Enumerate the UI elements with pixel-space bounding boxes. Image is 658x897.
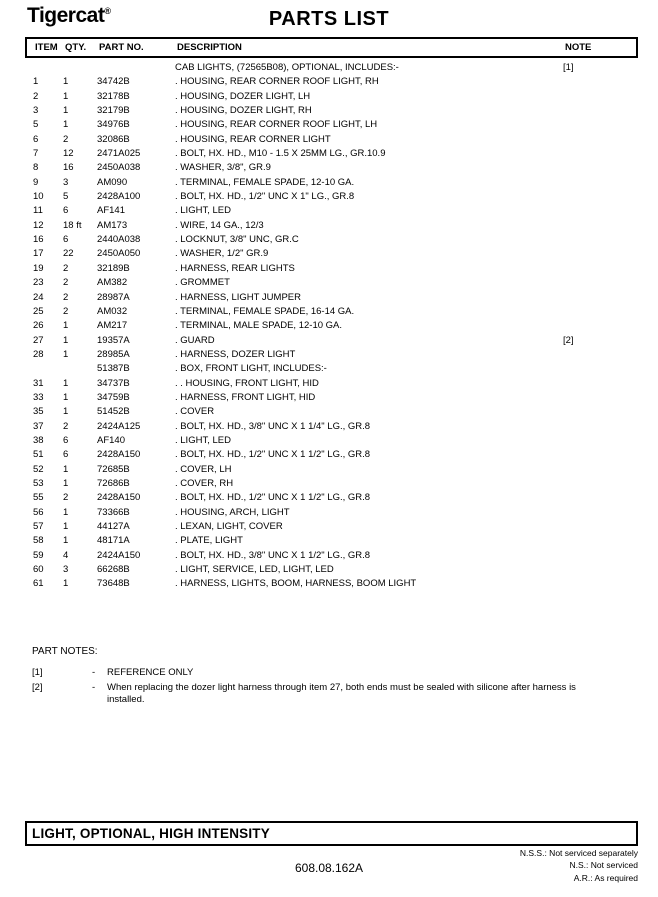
cell-note [563,362,638,376]
cell-item: 27 [33,334,44,346]
page-title: PARTS LIST [268,8,390,30]
cell-description: . HARNESS, FRONT LIGHT, HID [175,391,316,403]
section-title-box [25,821,638,846]
cell-part-no: 2424A150 [97,549,141,561]
cell-qty: 1 [63,76,69,88]
cell-qty: 2 [63,291,69,303]
note-reference: [2] [32,682,43,693]
cell-item: 57 [33,521,44,532]
cell-item: 3 [33,105,39,117]
note-text: When replacing the dozer light harness through item 27, both ends must be sealed with silicone after harness is installed. [107,682,576,705]
column-header-note: NOTE [565,42,592,53]
cell-description: . HARNESS, LIGHTS, BOOM, HARNESS, BOOM LIGHT [175,578,417,590]
cell-item: 11 [33,205,43,217]
cell-item: 28 [33,348,44,360]
table-row [25,291,638,305]
table-row [25,334,638,348]
cell-note [563,305,638,319]
cell-qty: 2 [63,420,69,432]
table-row [25,434,638,448]
cell-qty: 1 [63,377,69,389]
cell-note [563,161,638,175]
registered-trademark-icon: ® [104,6,111,16]
cell-item: 52 [33,463,44,475]
table-row [25,534,638,548]
table-header [25,37,638,58]
table-row [25,90,638,104]
cell-note: [1] [563,62,574,73]
cell-note [563,233,638,247]
table-row [25,204,638,218]
cell-qty: 1 [63,348,69,360]
cell-description: . BOLT, HX. HD., 1/2" UNC X 1" LG., GR.8 [175,191,355,203]
cell-description: . HOUSING, REAR CORNER LIGHT [175,133,331,145]
cell-description: . HOUSING, ARCH, LIGHT [175,506,290,518]
cell-item: 61 [33,578,44,590]
cell-item: 9 [33,176,39,188]
cell-description: . BOLT, HX. HD., M10 - 1.5 X 25MM LG., GR.10.9 [175,148,386,160]
cell-part-no: AM217 [97,320,128,332]
table-row [25,348,638,362]
table-row [25,118,638,132]
cell-item: 16 [33,234,44,246]
cell-description: . COVER [175,406,215,418]
cell-part-no: 51387B [97,363,130,375]
cell-note [563,491,638,505]
cell-qty: 1 [63,506,69,518]
column-header-description: DESCRIPTION [177,42,242,53]
cell-description: . HOUSING, DOZER LIGHT, LH [175,90,311,102]
cell-part-no: AM090 [97,176,128,188]
cell-part-no: 32179B [97,105,130,117]
cell-note [563,391,638,405]
table-row [25,262,638,276]
cell-item: 2 [33,90,39,102]
cell-note [563,377,638,391]
cell-item: 31 [33,377,44,389]
note-dash: - [92,667,96,678]
cell-description: . HARNESS, LIGHT JUMPER [175,291,301,303]
cell-part-no: 2428A150 [97,492,141,504]
cell-description: . LEXAN, LIGHT, COVER [175,521,283,532]
cell-description: . TERMINAL, FEMALE SPADE, 16-14 GA. [175,305,355,317]
legend-line: N.S.: Not serviced [569,860,638,871]
cell-item [33,61,63,75]
cell-note [563,520,638,534]
cell-description: . COVER, RH [175,477,234,489]
cell-part-no: 2471A025 [97,148,141,160]
table-row [25,161,638,175]
cell-part-no: 2440A038 [97,234,141,246]
cell-description: CAB LIGHTS, (72565B08), OPTIONAL, INCLUDES:- [175,62,399,73]
cell-note [563,534,638,548]
cell-description: . LIGHT, LED [175,434,231,446]
column-header-item: ITEM [35,42,58,53]
cell-description: . BOLT, HX. HD., 1/2" UNC X 1 1/2" LG., GR.8 [175,492,371,504]
cell-note [563,147,638,161]
cell-note [563,506,638,520]
cell-part-no: 34976B [97,119,130,131]
column-header-part-no: PART NO. [99,42,144,53]
cell-qty: 4 [63,549,69,561]
cell-qty: 5 [63,191,69,203]
part-notes-list [32,667,612,709]
cell-note [563,247,638,261]
cell-part-no: 34759B [97,391,130,403]
cell-qty: 1 [63,535,69,547]
cell-qty: 1 [63,406,69,418]
table-row [25,104,638,118]
table-row [25,563,638,577]
cell-qty [63,61,97,75]
cell-description: . LIGHT, SERVICE, LED, LIGHT, LED [175,564,334,576]
note-reference: [1] [32,667,43,678]
cell-part-no: AM032 [97,305,128,317]
cell-part-no: 2450A050 [97,248,141,260]
part-note [32,667,612,679]
cell-note [563,190,638,204]
cell-description: . WASHER, 1/2" GR.9 [175,248,269,260]
cell-note [563,291,638,305]
cell-part-no: 2450A038 [97,162,141,174]
cell-description: . LIGHT, LED [175,205,231,217]
cell-item: 5 [33,119,39,131]
section-title: LIGHT, OPTIONAL, HIGH INTENSITY [32,826,270,841]
cell-note [563,75,638,89]
cell-note [563,577,638,591]
cell-qty: 1 [63,334,69,346]
cell-part-no: 72686B [97,477,130,489]
table-row [25,520,638,534]
cell-note [563,133,638,147]
cell-qty: 1 [63,320,69,332]
table-row [25,377,638,391]
cell-description: . HOUSING, DOZER LIGHT, RH [175,105,312,117]
cell-description: . HOUSING, REAR CORNER ROOF LIGHT, LH [175,119,378,131]
note-text: REFERENCE ONLY [107,667,194,678]
cell-qty: 1 [63,105,69,117]
cell-description: . TERMINAL, MALE SPADE, 12-10 GA. [175,320,343,332]
cell-qty: 1 [63,391,69,403]
cell-note [563,434,638,448]
cell-description: . GUARD [175,334,215,346]
cell-note [563,276,638,290]
cell-description: . . HOUSING, FRONT LIGHT, HID [175,377,319,389]
cell-description: . BOLT, HX. HD., 3/8" UNC X 1 1/2" LG., GR.8 [175,549,371,561]
part-note [32,682,612,705]
cell-note [563,104,638,118]
cell-part-no: 73366B [97,506,130,518]
table-row [25,448,638,462]
cell-qty: 6 [63,205,69,217]
cell-qty: 1 [63,463,69,475]
table-row [25,176,638,190]
cell-part-no: AF141 [97,205,125,217]
cell-note [563,118,638,132]
cell-item: 12 [33,219,44,231]
cell-item: 58 [33,535,44,547]
cell-qty: 1 [63,578,69,590]
cell-note: [2] [563,334,574,346]
cell-item: 23 [33,277,44,289]
cell-part-no: 44127A [97,521,130,532]
table-row [25,506,638,520]
cell-item: 6 [33,133,39,145]
cell-qty: 2 [63,133,69,145]
cell-item: 17 [33,248,44,260]
cell-note [563,448,638,462]
cell-qty [63,362,97,376]
cell-note [563,219,638,233]
cell-part-no: AM173 [97,219,128,231]
cell-qty: 3 [63,564,69,576]
table-row [25,61,638,75]
cell-description: . COVER, LH [175,463,232,475]
cell-qty: 12 [63,148,74,160]
table-row [25,319,638,333]
cell-item: 56 [33,506,44,518]
cell-description: . PLATE, LIGHT [175,535,243,547]
table-row [25,477,638,491]
cell-item: 33 [33,391,44,403]
legend-line: A.R.: As required [573,872,638,883]
table-row [25,362,638,376]
table-row [25,463,638,477]
legend-line: N.S.S.: Not serviced separately [519,848,638,858]
parts-table-body [25,61,638,592]
cell-qty: 22 [63,248,74,260]
cell-note [563,405,638,419]
cell-qty: 1 [63,477,69,489]
cell-part-no: 2428A150 [97,449,141,461]
cell-qty: 2 [63,305,69,317]
table-row [25,276,638,290]
cell-qty: 18 ft [63,219,82,231]
cell-part-no: 32178B [97,90,130,102]
cell-qty: 16 [63,162,74,174]
cell-item [33,362,63,376]
cell-part-no: 2424A125 [97,420,141,432]
cell-part-no: 28987A [97,291,130,303]
cell-note [563,90,638,104]
cell-item: 60 [33,564,44,576]
cell-item: 8 [33,162,39,174]
cell-qty: 1 [63,90,69,102]
table-row [25,391,638,405]
cell-item: 19 [33,262,44,274]
cell-part-no [97,61,175,75]
cell-description: . LOCKNUT, 3/8" UNC, GR.C [175,234,299,246]
cell-item: 26 [33,320,44,332]
table-row [25,190,638,204]
cell-part-no: 34737B [97,377,130,389]
cell-item: 51 [33,449,44,461]
cell-description: . HARNESS, REAR LIGHTS [175,262,295,274]
cell-part-no: 48171A [97,535,130,547]
cell-description: . BOLT, HX. HD., 1/2" UNC X 1 1/2" LG., GR.8 [175,449,371,461]
cell-description: . GROMMET [175,277,230,289]
table-row [25,219,638,233]
logo-text: Tigercat [27,4,105,27]
cell-qty: 2 [63,262,69,274]
cell-qty: 6 [63,234,69,246]
cell-qty: 3 [63,176,69,188]
cell-description: . TERMINAL, FEMALE SPADE, 12-10 GA. [175,176,355,188]
cell-note [563,262,638,276]
table-row [25,233,638,247]
cell-part-no: AM382 [97,277,128,289]
cell-description: . WASHER, 3/8", GR.9 [175,162,271,174]
cell-item: 7 [33,148,39,160]
table-row [25,247,638,261]
cell-item: 10 [33,191,44,203]
cell-note [563,319,638,333]
cell-part-no: 73648B [97,578,130,590]
table-row [25,305,638,319]
table-row [25,75,638,89]
cell-item: 59 [33,549,44,561]
table-row [25,405,638,419]
table-row [25,147,638,161]
cell-item: 55 [33,492,44,504]
cell-part-no: AF140 [97,434,125,446]
cell-item: 35 [33,406,44,418]
cell-qty: 6 [63,434,69,446]
cell-qty: 1 [63,521,69,532]
cell-part-no: 66268B [97,564,130,576]
cell-part-no: 32189B [97,262,130,274]
table-row [25,420,638,434]
cell-item: 53 [33,477,44,489]
cell-part-no: 2428A100 [97,191,141,203]
table-row [25,133,638,147]
cell-note [563,204,638,218]
cell-part-no: 72685B [97,463,130,475]
cell-description: . HOUSING, REAR CORNER ROOF LIGHT, RH [175,76,379,88]
cell-note [563,477,638,491]
cell-part-no: 34742B [97,76,130,88]
document-number: 608.08.162A [294,861,364,875]
cell-item: 25 [33,305,44,317]
cell-part-no: 19357A [97,334,130,346]
cell-note [563,549,638,563]
cell-part-no: 32086B [97,133,130,145]
cell-note [563,463,638,477]
cell-description: . WIRE, 14 GA., 12/3 [175,219,264,231]
cell-part-no: 51452B [97,406,130,418]
cell-item: 37 [33,420,44,432]
table-row [25,549,638,563]
cell-note [563,420,638,434]
cell-part-no: 28985A [97,348,130,360]
cell-qty: 2 [63,277,69,289]
cell-description: . BOLT, HX. HD., 3/8" UNC X 1 1/4" LG., GR.8 [175,420,371,432]
cell-item: 24 [33,291,44,303]
table-row [25,491,638,505]
cell-item: 38 [33,434,44,446]
cell-qty: 6 [63,449,69,461]
cell-note [563,348,638,362]
column-header-qty: QTY. [65,42,87,53]
cell-description: . BOX, FRONT LIGHT, INCLUDES:- [175,363,327,375]
cell-note [563,176,638,190]
cell-qty: 2 [63,492,69,504]
part-notes-heading: PART NOTES: [32,646,98,657]
note-dash: - [92,682,96,693]
cell-description: . HARNESS, DOZER LIGHT [175,348,296,360]
cell-qty: 1 [63,119,69,131]
cell-item: 1 [33,76,39,88]
cell-note [563,563,638,577]
table-row [25,577,638,591]
